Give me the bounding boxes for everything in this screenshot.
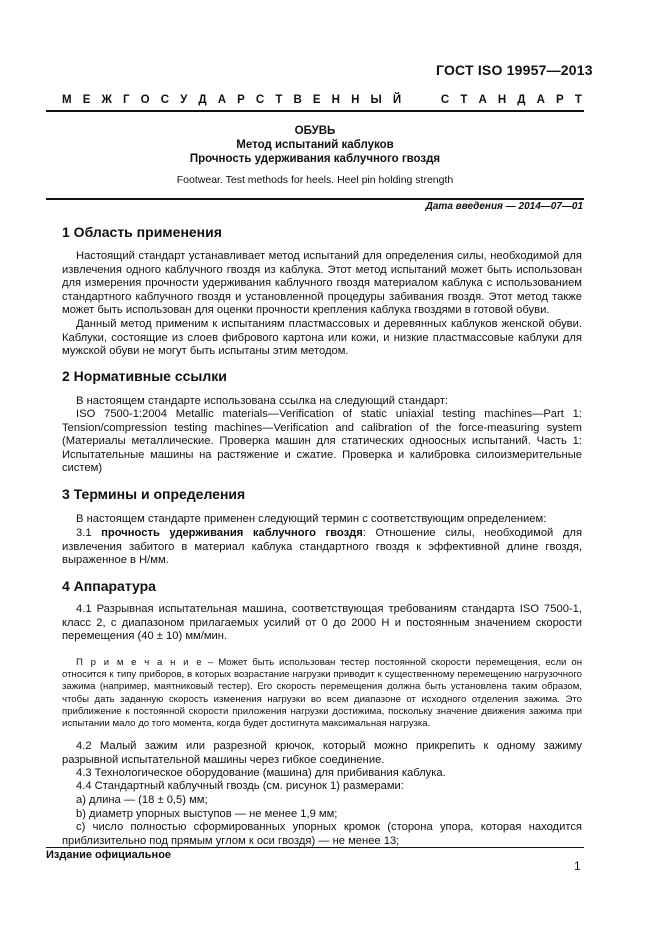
banner-letter: Н [351,94,360,106]
section-3-heading [62,486,245,502]
banner-letter: Е [312,94,321,106]
banner-letter: Ы [370,94,382,106]
banner-letter: Н [497,94,507,106]
top-rule [46,110,584,112]
document-title [46,124,584,166]
list-item-a: а) длина — (18 ± 0,5) мм; [76,794,208,806]
section-2-paragraph-2: ISO 7500-1:2004 Metallic materials—Verification of static uniaxial testing machines—Part 1: Tension/compression testing machines—Verification and calibration of the force-measuring system (Материалы металлические. Проверка машин для статических одноосных испытаний. Часть 1: Испытательные машины на растяжение и сжатие. Проверка и калибровка силоизмерительные систем) [62,408,582,475]
note-block [62,657,582,730]
section-heading: 1 Область применения [62,224,222,240]
banner-letter: Р [556,94,564,106]
term-number: 3.1 [76,527,92,539]
standard-number: ГОСТ ISO 19957—2013 [436,62,593,78]
page-number: 1 [574,859,581,873]
banner-letter: С [160,94,170,106]
banner-letter: Г [123,94,130,106]
edition-label: Издание официальное [46,849,172,861]
banner-letter: Ж [101,94,112,106]
section-3-paragraph-1: В настоящем стандарте применен следующий термин с соответствующим определением: [76,513,547,525]
banner-letter: В [293,94,302,106]
banner-letter: Д [517,94,526,106]
banner-letter: С [440,94,450,106]
date-rule [46,198,584,200]
banner-letter [412,94,415,106]
banner-letter: Т [574,94,582,106]
section-4-paragraph-4-3: 4.3 Технологическое оборудование (машина) для прибивания каблука. [76,767,446,779]
banner-letter: Й [392,94,402,106]
section-4-paragraph-4-4: 4.4 Стандартный каблучный гвоздь (см. рисунок 1) размерами: [76,780,404,792]
list-item-c: c) число полностью сформированных упорных кромок (сторона упора, которая находится приблизительно под прямым углом к оси гвоздя) — не менее 13; [62,821,582,847]
section-3-term-definition [62,527,582,568]
section-heading: 4 Аппаратура [62,578,156,594]
banner-letter: А [217,94,227,106]
banner-letter: О [140,94,150,106]
banner-letter: Т [275,94,283,106]
section-4-paragraph-4-1: 4.1 Разрывная испытательная машина, соответствующая требованиям стандарта ISO 7500-1, класс 2, с диапазоном прилагаемых усилий от 0 до 2000 Н и постоянным значением скорости перемещения (40 ± 10) мм/мин. [62,603,582,643]
title-line-1: ОБУВЬ [294,125,336,137]
section-1-paragraph-1: Настоящий стандарт устанавливает метод испытаний для определения силы, необходимой для извлечения одного каблучного гвоздя из каблука. Этот метод испытаний может быть использован для измерения прочности удерживания каблучного гвоздя материалом каблука с использованием стандартного каблучного гвоздя и установленной процедуры забивания гвоздя. Этот метод также может быть использован для оценки прочности крепления каблука гвоздями в готовой обуви. [62,250,582,317]
section-4-paragraph-4-2: 4.2 Малый зажим или разрезной крючок, который можно прикрепить к одному зажиму разрывной испытательной машины через гибкое соединение. [62,740,582,766]
term-definition-text: : Отношение силы, необходимой для извлечения забитого в материал каблука стандартного гвоздя к эффективной длине гвоздя, выраженное в Н/мм. [62,527,583,567]
section-1-paragraph-2: Данный метод применим к испытаниям пластмассовых и деревянных каблуков женской обуви. Каблуки, состоящие из слоев фибрового картона или кожи, и низкие пластмассовые каблуки для мужской обуви не могут быть испытаны этим методом. [62,318,582,358]
title-line-3: Прочность удерживания каблучного гвоздя [189,153,441,165]
term-name: прочность удерживания каблучного гвоздя [101,527,363,539]
banner-letter: Д [198,94,207,106]
note-label: П р и м е ч а н и е [76,657,203,668]
banner-letter: А [536,94,545,106]
section-1-heading [62,224,222,240]
section-heading: 2 Нормативные ссылки [62,368,227,384]
banner-letter: А [478,94,487,106]
interstate-standard-banner [62,94,582,106]
banner-letter: М [62,94,72,106]
english-title: Footwear. Test methods for heels. Heel pin holding strength [176,174,454,186]
banner-letter: Н [331,94,340,106]
banner-letter: С [255,94,265,106]
note-text: – Может быть использован тестер постоянной скорости перемещения, если он относится к типу приборов, в которых возрастание нагрузки приводит к существенному перемещению нагрузочного зажима (например, маятниковый тестер). Его скорость перемещения должна быть установлена таким образом, чтобы дать заданную скорость изменения нагрузки во всем диапазоне от исходного отделения зажима. Это приближение к постоянной скорости приложения нагрузки достижима, поскольку значение движения зажима при испытании мало до того момента, когда будет достигнута максимальная нагрузка. [62,657,582,730]
banner-letter: У [180,94,188,106]
section-2-paragraph-1: В настоящем стандарте использована ссылка на следующий стандарт: [76,395,449,407]
footer-rule [46,847,584,848]
introduction-date: Дата введения — 2014—07—01 [425,201,583,212]
banner-letter: Т [460,94,468,106]
section-4-heading [62,578,156,594]
section-2-heading [62,368,227,384]
section-heading: 3 Термины и определения [62,486,246,502]
list-item-b: b) диаметр упорных выступов — не менее 1,9 мм; [76,808,338,820]
title-line-2: Метод испытаний каблуков [236,139,394,151]
banner-letter: Р [237,94,245,106]
banner-letter [427,94,430,106]
banner-letter: Е [82,94,91,106]
